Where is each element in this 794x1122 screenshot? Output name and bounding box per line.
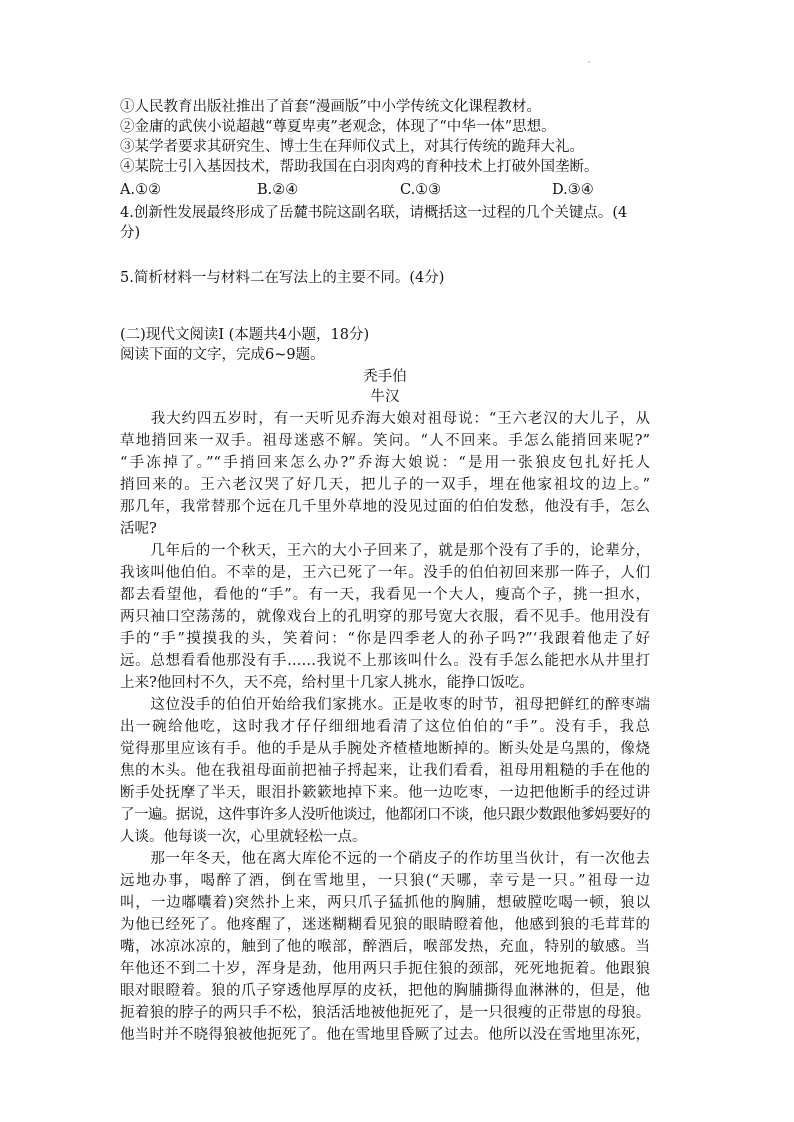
text-line: 远地办事，喝醉了酒，倒在雪地里，一只狼(“天哪，幸亏是一只。”祖母一边	[120, 873, 650, 889]
text-line: “手冻掉了。”“手捎回来怎么办?”乔海大娘说：“是用一张狼皮包扎好托人	[120, 455, 650, 471]
text-line: 嘴，冰凉冰凉的，触到了他的喉部，醉酒后，喉部发热，充血，特别的敏感。当	[120, 939, 650, 955]
option-b: B.②④	[257, 182, 299, 198]
text-line: 手的“手”摸摸我的头，笑着问：“你是四季老人的孙子吗?”‘我跟着他走了好	[120, 631, 650, 647]
option-a: A.①②	[120, 182, 162, 198]
choice-item: ②金庸的武侠小说超越“尊夏卑夷”老观念，体现了“中华一体”思想。	[120, 119, 556, 135]
text-line: 捎回来的。王六老汉哭了好几天，把儿子的一双手，埋在他家祖坟的边上。”	[120, 477, 650, 493]
story-title: 秃手伯	[363, 369, 407, 385]
text-line: 断手处抚摩了半天，眼泪扑簌簌地掉下来。他一边吃枣，一边把他断手的经过讲	[120, 785, 650, 801]
question-4: 4.创新性发展最终形成了岳麓书院这副名联，请概括这一过程的几个关键点。(4	[120, 205, 628, 221]
scan-speck	[588, 61, 590, 63]
text-line: 他当时并不晓得狼被他扼死了。他在雪地里昏厥了过去。他所以没在雪地里冻死，	[120, 1027, 650, 1043]
text-line: 人谈。他每谈一次，心里就轻松一点。	[120, 829, 367, 845]
choice-item: ①人民教育出版社推出了首套“漫画版”中小学传统文化课程教材。	[120, 99, 541, 115]
text-line: 扼着狼的脖子的两只手不松，狼活活地被他扼死了，是一只很瘦的正带崽的母狼。	[120, 1005, 650, 1021]
question-4-cont: 分)	[120, 225, 141, 241]
text-line: 那一年冬天，他在离大库伦不远的一个硝皮子的作坊里当伙计，有一次他去	[120, 851, 650, 867]
section-heading: (二)现代文阅读Ⅰ (本题共4小题，18分)	[120, 327, 370, 343]
text-line: 眼对眼瞪着。狼的爪子穿透他厚厚的皮袄，把他的胸脯撕得血淋淋的，但是，他	[120, 983, 650, 999]
text-line: 我该叫他伯伯。不幸的是，王六已死了一年。没手的伯伯初回来那一阵子，人们	[120, 565, 650, 581]
section-instruction: 阅读下面的文字，完成6~9题。	[120, 347, 325, 363]
text-line: 草地捎回来一双手。祖母迷惑不解。笑问。“人不回来。手怎么能捎回来呢?”	[120, 433, 650, 449]
option-d: D.③④	[552, 182, 594, 198]
text-line: 年他还不到二十岁，浑身是劲，他用两只手扼住狼的颈部，死死地扼着。他跟狼	[120, 961, 650, 977]
choice-item: ③某学者要求其研究生、博士生在拜师仪式上，对其行传统的跪拜大礼。	[120, 139, 584, 155]
text-line: 叫，一边嘟囔着)突然扑上来，两只爪子猛抓他的胸脯，想破膛吃喝一顿，狼以	[120, 895, 650, 911]
text-line: 远。总想看看他那没有手……我说不上那该叫什么。没有手怎么能把水从井里打	[120, 653, 650, 669]
text-line: 为他已经死了。他疼醒了，迷迷糊糊看见狼的眼睛瞪着他，他感到狼的毛茸茸的	[120, 917, 650, 933]
text-line: 都去看望他，看他的“手”。有一天，我看见一个大人，瘦高个子，挑一担水，	[120, 587, 650, 603]
text-line: 觉得那里应该有手。他的手是从手腕处齐楂楂地断掉的。断头处是乌黑的，像烧	[120, 741, 650, 757]
text-line: 这位没手的伯伯开始给我们家挑水。正是收枣的时节，祖母把鲜红的醉枣端	[120, 697, 650, 713]
choice-item: ④某院士引入基因技术，帮助我国在白羽肉鸡的育种技术上打破外国垄断。	[120, 159, 599, 175]
option-c: C.①③	[400, 182, 442, 198]
text-line: 了一遍。据说，这件事许多人没听他谈过，他都闭口不谈，他只跟少数跟他爹妈要好的	[120, 807, 650, 823]
story-author: 牛汉	[370, 389, 400, 405]
text-line: 我大约四五岁时，有一天听见乔海大娘对祖母说：“王六老汉的大儿子，从	[120, 411, 650, 427]
text-line: 那几年，我常替那个远在几千里外草地的没见过面的伯伯发愁，他没有手，怎么	[120, 499, 650, 515]
text-line: 两只袖口空荡荡的，就像戏台上的孔明穿的那号宽大衣服，看不见手。他用没有	[120, 609, 650, 625]
text-line: 上来?他回村不久，天不亮，给村里十几家人挑水，能挣口饭吃。	[120, 675, 534, 691]
text-line: 出一碗给他吃，这时我才仔仔细细地看清了这位伯伯的“手”。没有手，我总	[120, 719, 650, 735]
text-line: 焦的木头。他在我祖母面前把袖子捋起来，让我们看看，祖母用粗糙的手在他的	[120, 763, 650, 779]
question-5: 5.简析材料一与材料二在写法上的主要不同。(4分)	[120, 270, 445, 286]
text-line: 几年后的一个秋天，王六的大小子回来了，就是那个没有了手的，论辈分，	[120, 543, 650, 559]
text-line: 活呢?	[120, 521, 157, 537]
